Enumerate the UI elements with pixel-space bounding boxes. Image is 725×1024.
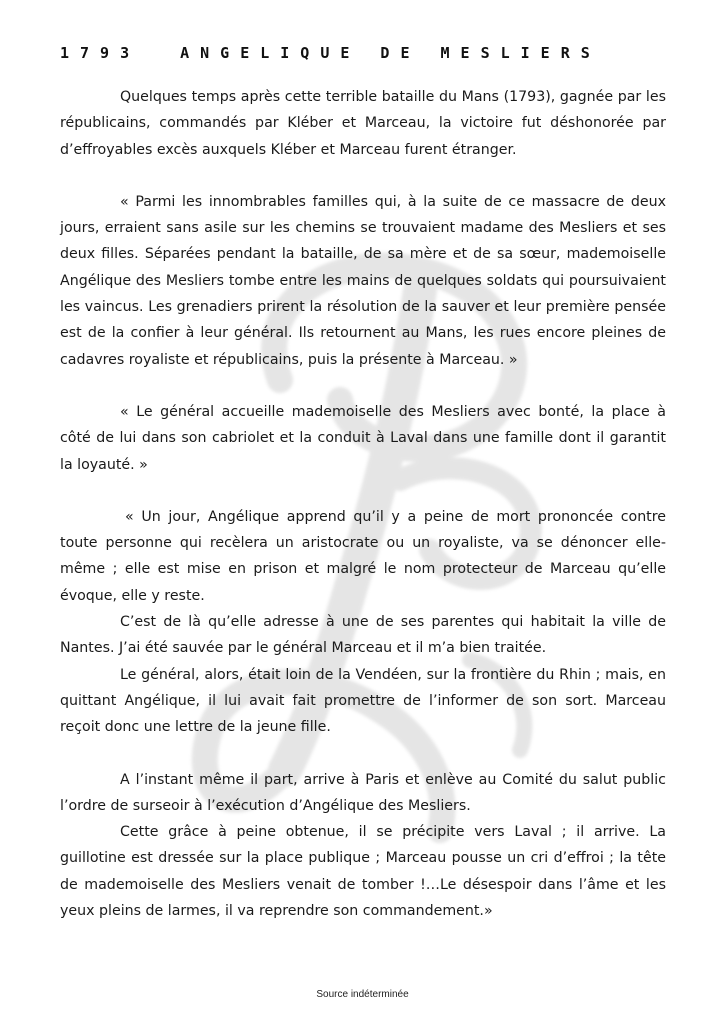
- paragraph: « Parmi les innombrables familles qui, à la suite de ce massacre de deux jours, erraient sans asile sur les chemins se trouvaient madame des Mesliers et ses deux filles. Séparées pendant la bataille, de sa mère et de sa sœur, mademoiselle Angélique des Mesliers tombe entre les mains de quelques soldats qui poursuivaient les vaincus. Les grenadiers prirent la résolution de la sauver et leur première pensée est de la confier à leur général. Ils retournent au Mans, les rues encore pleines de cadavres royaliste et républicains, puis la présente à Marceau. »: [60, 193, 666, 368]
- paragraph: Le général, alors, était loin de la Vendéen, sur la frontière du Rhin ; mais, en quittant Angélique, il lui avait fait promettre de l’informer de son sort. Marceau reçoit donc une lettre de la jeune fille.: [60, 666, 666, 736]
- header-title: ANGELIQUE DE MESLIERS: [180, 44, 601, 62]
- paragraph: « Un jour, Angélique apprend qu’il y a peine de mort prononcée contre toute personne qui recèlera un aristocrate ou un royaliste, va se dénoncer elle-même ; elle est mise en prison et malgré le nom protecteur de Marceau qu’elle évoque, elle y reste.: [60, 508, 666, 604]
- header-year: 1793: [60, 44, 141, 62]
- paragraph: Quelques temps après cette terrible bataille du Mans (1793), gagnée par les républicains, commandés par Kléber et Marceau, la victoire fut déshonorée par d’effroyables excès auxquels Kléber et Marceau furent étranger.: [60, 89, 666, 158]
- paragraph: A l’instant même il part, arrive à Paris et enlève au Comité du salut public l’ordre de surseoir à l’exécution d’Angélique des Mesliers.: [60, 771, 666, 814]
- paragraph: « Le général accueille mademoiselle des Mesliers avec bonté, la place à côté de lui dans son cabriolet et la conduit à Laval dans une famille dont il garantit la loyauté. »: [60, 403, 666, 473]
- page-footer-source: Source indéterminée: [316, 989, 409, 1000]
- paragraph: C’est de là qu’elle adresse à une de ses parentes qui habitait la ville de Nantes. J’ai été sauvée par le général Marceau et il m’a bien traitée.: [60, 614, 666, 657]
- document-body: [60, 84, 666, 924]
- page-header: [60, 44, 601, 62]
- paragraph: Cette grâce à peine obtenue, il se précipite vers Laval ; il arrive. La guillotine est dressée sur la place publique ; Marceau pousse un cri d’effroi ; la tête de mademoiselle des Mesliers venait de tomber !…Le désespoir dans l’âme et les yeux pleins de larmes, il va reprendre son commandement.»: [60, 824, 666, 920]
